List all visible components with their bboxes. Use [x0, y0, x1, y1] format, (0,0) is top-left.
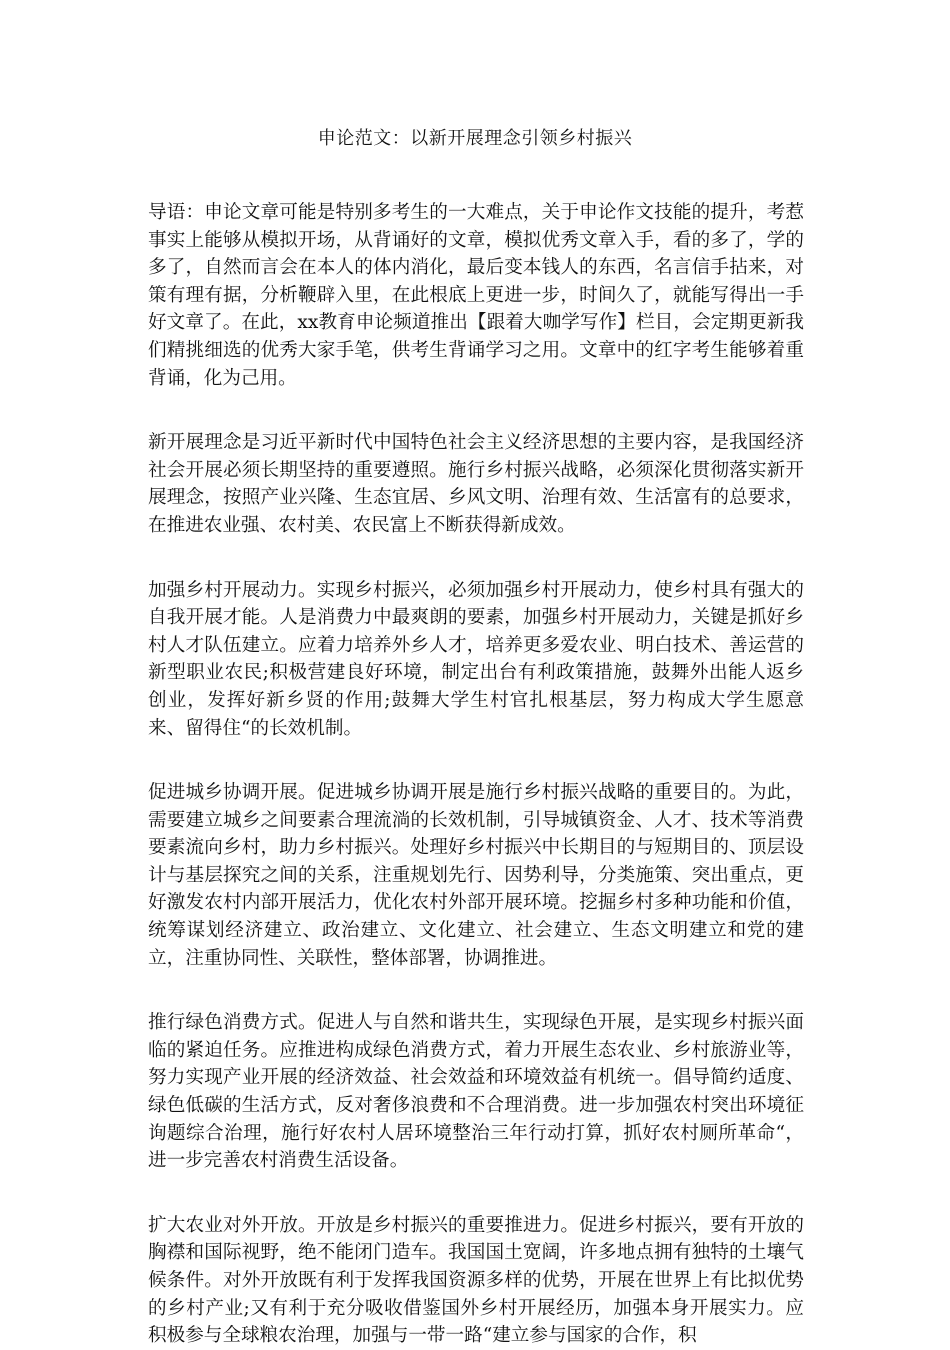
paragraph-rural-development-momentum: 加强乡村开展动力。实现乡村振兴，必须加强乡村开展动力，使乡村具有强大的自我开展才能。人是消费力中最爽朗的要素，加强乡村开展动力，关键是抓好乡村人才队伍建立。应着力培养外乡人才，培养更多爱农业、明白技术、善运营的新型职业农民;积极营建良好环境，制定出台有利政策措施，鼓舞外出能人返乡创业，发挥好新乡贤的作用;鼓舞大学生村官扎根基层，努力构成大学生愿意来、留得住“的长效机制。 [148, 579, 804, 739]
paragraph-urban-rural-coordination: 促进城乡协调开展。促进城乡协调开展是施行乡村振兴战略的重要目的。为此，需要建立城乡之间要素合理流淌的长效机制，引导城镇资金、人才、技术等消费要素流向乡村，助力乡村振兴。处理好乡村振兴中长期目的与短期目的、顶层设计与基层探究之间的关系，注重规划先行、因势利导，分类施策、突出重点，更好激发农村内部开展活力，优化农村外部开展环境。挖掘乡村多种功能和价值，统筹谋划经济建立、政治建立、文化建立、社会建立、生态文明建立和党的建立，注重协同性、关联性，整体部署，协调推进。 [148, 782, 804, 969]
paragraph-agricultural-opening: 扩大农业对外开放。开放是乡村振兴的重要推进力。促进乡村振兴，要有开放的胸襟和国际视野，绝不能闭门造车。我国国土宽阔，许多地点拥有独特的土壤气候条件。对外开放既有利于发挥我国资源多样的优势，开展在世界上有比拟优势的乡村产业;又有利于充分吸收借鉴国外乡村开展经历，加强本身开展实力。应积极参与全球粮农治理，加强与一带一路“建立参与国家的合作，积 [148, 1214, 804, 1347]
document-body [148, 199, 804, 1350]
paragraph-green-consumption: 推行绿色消费方式。促进人与自然和谐共生，实现绿色开展，是实现乡村振兴面临的紧迫任务。应推进构成绿色消费方式，着力开展生态农业、乡村旅游业等，努力实现产业开展的经济效益、社会效益和环境效益有机统一。倡导简约适度、绿色低碳的生活方式，反对奢侈浪费和不合理消费。进一步加强农村突出环境征询题综合治理，施行好农村人居环境整治三年行动打算，抓好农村厕所革命“，进一步完善农村消费生活设备。 [148, 1012, 804, 1172]
paragraph-intro: 导语：申论文章可能是特别多考生的一大难点，关于申论作文技能的提升，考惹事实上能够从模拟开场，从背诵好的文章，模拟优秀文章入手，看的多了，学的多了，自然而言会在本人的体内消化，最后变本钱人的东西，名言信手拈来，对策有理有据，分析鞭辟入里，在此根底上更进一步，时间久了，就能写得出一手好文章了。在此，xx教育申论频道推出【跟着大咖学写作】栏目，会定期更新我们精挑细选的优秀大家手笔，供考生背诵学习之用。文章中的红字考生能够着重背诵，化为己用。 [148, 202, 804, 389]
document-title: 申论范文：以新开展理念引领乡村振兴 [317, 128, 633, 149]
paragraph-new-development-concept: 新开展理念是习近平新时代中国特色社会主义经济思想的主要内容，是我国经济社会开展必须长期坚持的重要遵照。施行乡村振兴战略，必须深化贯彻落实新开展理念，按照产业兴隆、生态宜居、乡风文明、治理有效、生活富有的总要求，在推进农业强、农村美、农民富上不断获得新成效。 [148, 432, 804, 536]
